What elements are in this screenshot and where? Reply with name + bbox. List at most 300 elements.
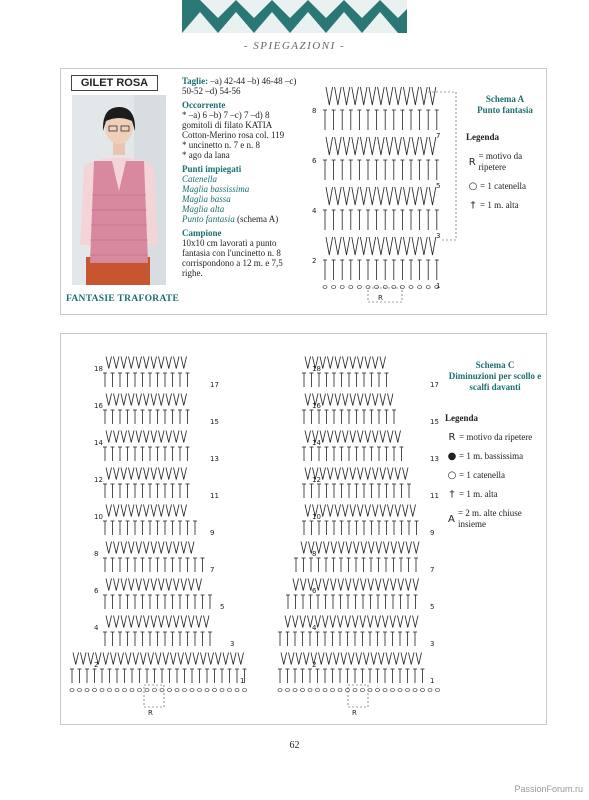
v-stitch-mark <box>421 87 428 105</box>
v-stitch-mark <box>358 431 364 443</box>
row-number: 6 <box>312 157 317 165</box>
v-stitch-mark <box>293 579 299 591</box>
v-stitch-mark <box>121 616 127 628</box>
legend-title: Legenda <box>466 132 500 142</box>
v-stitch-mark <box>148 653 154 665</box>
v-stitch-mark <box>353 616 359 628</box>
v-stitch-mark <box>159 542 165 554</box>
v-stitch-mark <box>412 137 419 155</box>
v-stitch-mark <box>326 237 333 255</box>
v-stitch-mark <box>350 431 356 443</box>
legend-row: ○ = 1 catenella <box>466 181 544 192</box>
v-stitch-mark <box>106 579 112 591</box>
v-stitch-mark <box>421 187 428 205</box>
row-number: 7 <box>436 132 441 140</box>
v-stitch-mark <box>159 468 165 480</box>
chain-mark <box>340 286 344 289</box>
v-stitch-mark <box>368 579 374 591</box>
repeat-bracket <box>348 685 368 707</box>
chain-mark <box>183 689 187 692</box>
v-stitch-mark <box>339 542 345 554</box>
row-number: 13 <box>430 455 439 463</box>
v-stitch-mark <box>335 468 341 480</box>
instructions-column <box>182 76 298 278</box>
v-stitch-mark <box>174 468 180 480</box>
v-stitch-mark <box>326 137 333 155</box>
chain-mark <box>406 689 410 692</box>
chain-mark <box>198 689 202 692</box>
v-stitch-mark <box>395 468 401 480</box>
v-stitch-mark <box>129 542 135 554</box>
chain-mark <box>235 689 239 692</box>
chain-mark <box>175 689 179 692</box>
repeat-label: R <box>148 709 153 715</box>
gauge-label: Campione <box>182 228 222 238</box>
v-stitch-mark <box>361 542 367 554</box>
v-stitch-mark <box>196 616 202 628</box>
v-stitch-mark <box>345 616 351 628</box>
v-stitch-mark <box>136 394 142 406</box>
chain-mark <box>308 689 312 692</box>
v-stitch-mark <box>151 616 157 628</box>
v-stitch-mark <box>103 653 109 665</box>
chain-mark <box>190 689 194 692</box>
v-stitch-mark <box>151 579 157 591</box>
v-stitch-mark <box>111 653 117 665</box>
v-stitch-mark <box>369 542 375 554</box>
v-stitch-mark <box>166 431 172 443</box>
v-stitch-mark <box>106 394 112 406</box>
v-stitch-mark <box>178 653 184 665</box>
v-stitch-mark <box>174 542 180 554</box>
chain-mark <box>293 689 297 692</box>
v-stitch-mark <box>114 542 120 554</box>
chain-mark <box>331 689 335 692</box>
v-stitch-mark <box>414 542 420 554</box>
v-stitch-mark <box>151 542 157 554</box>
v-stitch-mark <box>133 653 139 665</box>
v-stitch-mark <box>335 137 342 155</box>
v-stitch-mark <box>412 187 419 205</box>
v-stitch-mark <box>216 653 222 665</box>
v-stitch-mark <box>380 468 386 480</box>
v-stitch-mark <box>353 579 359 591</box>
chain-mark <box>368 689 372 692</box>
v-stitch-mark <box>305 357 311 369</box>
chain-mark <box>123 689 127 692</box>
chain-mark <box>421 689 425 692</box>
v-stitch-mark <box>136 616 142 628</box>
stitch-item: Maglia bassa <box>182 194 231 204</box>
v-stitch-mark <box>114 357 120 369</box>
v-stitch-mark <box>296 653 302 665</box>
v-stitch-mark <box>121 542 127 554</box>
v-stitch-mark <box>301 579 307 591</box>
chain-mark <box>383 689 387 692</box>
chain-mark <box>376 689 380 692</box>
row-number: 6 <box>94 587 99 595</box>
v-stitch-mark <box>174 357 180 369</box>
v-stitch-mark <box>166 542 172 554</box>
v-stitch-mark <box>144 579 150 591</box>
v-stitch-mark <box>136 579 142 591</box>
row-number: 9 <box>210 529 215 537</box>
v-stitch-mark <box>118 653 124 665</box>
v-stitch-mark <box>375 616 381 628</box>
chain-mark <box>413 689 417 692</box>
v-stitch-mark <box>343 137 350 155</box>
chain-mark <box>316 689 320 692</box>
v-stitch-mark <box>121 505 127 517</box>
v-stitch-mark <box>144 357 150 369</box>
v-stitch-mark <box>386 137 393 155</box>
legend-row: † = 1 m. alta <box>466 200 544 211</box>
row-number: 6 <box>312 587 317 595</box>
v-stitch-mark <box>343 394 349 406</box>
v-stitch-mark <box>144 616 150 628</box>
chain-mark <box>213 689 217 692</box>
v-stitch-mark <box>328 468 334 480</box>
v-stitch-mark <box>129 616 135 628</box>
chain-mark <box>70 689 74 692</box>
v-stitch-mark <box>129 394 135 406</box>
v-stitch-mark <box>293 616 299 628</box>
row-number: 18 <box>94 365 103 373</box>
row-number: 13 <box>210 455 219 463</box>
chain-mark <box>398 689 402 692</box>
v-stitch-mark <box>383 579 389 591</box>
v-stitch-mark <box>401 653 407 665</box>
v-stitch-mark <box>350 394 356 406</box>
v-stitch-mark <box>159 579 165 591</box>
v-stitch-mark <box>136 542 142 554</box>
v-stitch-mark <box>151 394 157 406</box>
row-number: 7 <box>430 566 435 574</box>
row-number: 3 <box>230 640 235 648</box>
v-stitch-mark <box>358 505 364 517</box>
v-stitch-mark <box>323 579 329 591</box>
chain-mark <box>228 689 232 692</box>
v-stitch-mark <box>174 431 180 443</box>
chain-mark <box>160 689 164 692</box>
v-stitch-mark <box>350 468 356 480</box>
v-stitch-mark <box>159 616 165 628</box>
v-stitch-mark <box>121 394 127 406</box>
v-stitch-mark <box>391 579 397 591</box>
v-stitch-mark <box>326 87 333 105</box>
legend-row: R = motivo da ripetere <box>466 151 544 173</box>
v-stitch-mark <box>106 505 112 517</box>
gauge-text: 10x10 cm lavorati a punto fantasia con l'uncinetto n. 8 corrispondono a 12 m. e 7,5 righe. <box>182 238 283 278</box>
v-stitch-mark <box>360 616 366 628</box>
row-number: 9 <box>430 529 435 537</box>
v-stitch-mark <box>305 505 311 517</box>
v-stitch-mark <box>343 187 350 205</box>
v-stitch-mark <box>386 87 393 105</box>
v-stitch-mark <box>166 579 172 591</box>
v-stitch-mark <box>343 357 349 369</box>
v-stitch-mark <box>300 616 306 628</box>
v-stitch-mark <box>166 468 172 480</box>
chain-mark <box>428 689 432 692</box>
v-stitch-mark <box>395 505 401 517</box>
row-number: 1 <box>430 677 435 685</box>
v-stitch-mark <box>399 542 405 554</box>
v-stitch-mark <box>421 237 428 255</box>
v-stitch-mark <box>88 653 94 665</box>
v-stitch-mark <box>305 394 311 406</box>
v-stitch-mark <box>403 87 410 105</box>
v-stitch-mark <box>354 542 360 554</box>
v-stitch-mark <box>358 357 364 369</box>
legend-row: † = 1 m. alta <box>445 489 545 500</box>
v-stitch-mark <box>429 87 436 105</box>
row-number: 18 <box>312 365 321 373</box>
v-stitch-mark <box>151 505 157 517</box>
v-stitch-mark <box>106 468 112 480</box>
v-stitch-mark <box>189 579 195 591</box>
v-stitch-mark <box>360 137 367 155</box>
v-stitch-mark <box>373 357 379 369</box>
v-stitch-mark <box>159 505 165 517</box>
v-stitch-mark <box>159 431 165 443</box>
v-stitch-mark <box>335 87 342 105</box>
slip-stitch-icon: ● <box>447 451 457 462</box>
v-stitch-mark <box>121 579 127 591</box>
v-stitch-mark <box>421 137 428 155</box>
schema-a-subtitle: Punto fantasia <box>477 105 533 115</box>
v-stitch-mark <box>368 616 374 628</box>
chain-mark <box>278 689 282 692</box>
project-title: GILET ROSA <box>71 75 158 91</box>
v-stitch-mark <box>338 616 344 628</box>
row-number: 5 <box>220 603 225 611</box>
v-stitch-mark <box>129 505 135 517</box>
row-number: 7 <box>210 566 215 574</box>
v-stitch-mark <box>181 468 187 480</box>
v-stitch-mark <box>343 431 349 443</box>
v-stitch-mark <box>352 87 359 105</box>
v-stitch-mark <box>376 542 382 554</box>
row-number: 14 <box>312 439 321 447</box>
row-number: 12 <box>312 476 321 484</box>
v-stitch-mark <box>174 616 180 628</box>
v-stitch-mark <box>189 542 195 554</box>
v-stitch-mark <box>324 542 330 554</box>
v-stitch-mark <box>378 87 385 105</box>
v-stitch-mark <box>121 468 127 480</box>
v-stitch-mark <box>144 505 150 517</box>
v-stitch-mark <box>156 653 162 665</box>
legend-row: ○ = 1 catenella <box>445 470 545 481</box>
v-stitch-mark <box>356 653 362 665</box>
v-stitch-mark <box>304 653 310 665</box>
v-stitch-mark <box>174 579 180 591</box>
chain-mark <box>138 689 142 692</box>
v-stitch-mark <box>136 505 142 517</box>
v-stitch-mark <box>285 616 291 628</box>
row-number: 17 <box>210 381 219 389</box>
row-number: 16 <box>94 402 103 410</box>
v-stitch-mark <box>181 616 187 628</box>
v-stitch-mark <box>376 579 382 591</box>
chain-mark <box>100 689 104 692</box>
v-stitch-mark <box>331 579 337 591</box>
v-stitch-mark <box>383 616 389 628</box>
row-number: 2 <box>312 661 317 669</box>
chain-mark <box>286 689 290 692</box>
v-stitch-mark <box>106 542 112 554</box>
v-stitch-mark <box>181 579 187 591</box>
v-stitch-mark <box>144 431 150 443</box>
v-stitch-mark <box>343 505 349 517</box>
v-stitch-mark <box>379 653 385 665</box>
v-stitch-mark <box>350 505 356 517</box>
v-stitch-mark <box>369 187 376 205</box>
stitch-item: Maglia alta <box>182 204 225 214</box>
row-number: 5 <box>436 182 441 190</box>
row-number: 1 <box>436 282 441 290</box>
v-stitch-mark <box>413 616 419 628</box>
v-stitch-mark <box>412 237 419 255</box>
v-stitch-mark <box>204 616 210 628</box>
v-stitch-mark <box>388 468 394 480</box>
v-stitch-mark <box>144 394 150 406</box>
v-stitch-mark <box>181 505 187 517</box>
v-stitch-mark <box>343 87 350 105</box>
v-stitch-mark <box>358 394 364 406</box>
v-stitch-mark <box>316 542 322 554</box>
chain-mark <box>338 689 342 692</box>
v-stitch-mark <box>114 505 120 517</box>
legend-row: R = motivo da ripetere <box>445 432 545 443</box>
v-stitch-mark <box>151 431 157 443</box>
v-stitch-mark <box>81 653 87 665</box>
v-stitch-mark <box>106 431 112 443</box>
model-photo <box>72 95 166 285</box>
v-stitch-mark <box>231 653 237 665</box>
v-stitch-mark <box>388 431 394 443</box>
v-stitch-mark <box>369 237 376 255</box>
v-stitch-mark <box>136 357 142 369</box>
row-number: 1 <box>240 677 245 685</box>
v-stitch-mark <box>144 468 150 480</box>
v-stitch-mark <box>403 137 410 155</box>
v-stitch-mark <box>365 431 371 443</box>
v-stitch-mark <box>394 653 400 665</box>
v-stitch-mark <box>384 542 390 554</box>
v-stitch-mark <box>380 357 386 369</box>
v-stitch-mark <box>121 357 127 369</box>
v-stitch-mark <box>378 137 385 155</box>
double-crochet-icon: † <box>449 489 455 500</box>
v-stitch-mark <box>159 394 165 406</box>
v-stitch-mark <box>171 653 177 665</box>
v-stitch-mark <box>129 579 135 591</box>
chain-icon: ○ <box>468 181 478 192</box>
v-stitch-mark <box>166 505 172 517</box>
row-number: 4 <box>94 624 99 632</box>
legend-row: A = 2 m. alte chiuse insieme <box>445 508 545 530</box>
v-stitch-mark <box>335 237 342 255</box>
chain-icon: ○ <box>447 470 457 481</box>
chain-mark <box>357 286 361 289</box>
section-title: - SPIEGAZIONI - <box>243 40 346 52</box>
v-stitch-mark <box>114 394 120 406</box>
stitch-item: Punto fantasia <box>182 214 235 224</box>
v-stitch-mark <box>319 653 325 665</box>
v-stitch-mark <box>196 579 202 591</box>
v-stitch-mark <box>369 87 376 105</box>
v-stitch-mark <box>429 187 436 205</box>
v-stitch-mark <box>114 579 120 591</box>
watermark: PassionForum.ru <box>514 784 583 794</box>
row-number: 15 <box>210 418 219 426</box>
v-stitch-mark <box>409 653 415 665</box>
v-stitch-mark <box>395 187 402 205</box>
row-number: 15 <box>430 418 439 426</box>
row-number: 5 <box>430 603 435 611</box>
v-stitch-mark <box>166 616 172 628</box>
v-stitch-mark <box>388 394 394 406</box>
chain-mark <box>353 689 357 692</box>
v-stitch-mark <box>326 187 333 205</box>
chain-mark <box>301 689 305 692</box>
chain-mark <box>349 286 353 289</box>
v-stitch-mark <box>144 542 150 554</box>
v-stitch-mark <box>328 431 334 443</box>
v-stitch-mark <box>410 505 416 517</box>
v-stitch-mark <box>380 394 386 406</box>
v-stitch-mark <box>352 137 359 155</box>
v-stitch-mark <box>403 187 410 205</box>
v-stitch-mark <box>352 187 359 205</box>
v-stitch-mark <box>136 468 142 480</box>
chain-mark <box>361 689 365 692</box>
row-number: 8 <box>312 550 317 558</box>
v-stitch-mark <box>238 653 244 665</box>
v-stitch-mark <box>136 431 142 443</box>
schema-a-title: Schema A <box>485 94 525 104</box>
chain-mark <box>323 286 327 289</box>
schema-c-left-chart <box>60 345 260 715</box>
v-stitch-mark <box>114 616 120 628</box>
v-stitch-mark <box>181 357 187 369</box>
v-stitch-mark <box>181 542 187 554</box>
sizes-text: –a) 42-44 –b) 46-48 –c) 50-52 –d) 54-56 <box>182 76 297 96</box>
chain-mark <box>145 689 149 692</box>
chain-mark <box>243 689 247 692</box>
row-number: 11 <box>430 492 439 500</box>
v-stitch-mark <box>365 357 371 369</box>
v-stitch-mark <box>106 616 112 628</box>
v-stitch-mark <box>341 653 347 665</box>
v-stitch-mark <box>106 357 112 369</box>
v-stitch-mark <box>335 394 341 406</box>
material-item: * ago da lana <box>182 150 230 160</box>
v-stitch-mark <box>378 237 385 255</box>
v-stitch-mark <box>365 505 371 517</box>
repeat-icon: R <box>468 156 476 168</box>
chain-mark <box>85 689 89 692</box>
v-stitch-mark <box>338 579 344 591</box>
v-stitch-mark <box>386 653 392 665</box>
v-stitch-mark <box>151 468 157 480</box>
legend-title: Legenda <box>445 413 479 423</box>
v-stitch-mark <box>335 357 341 369</box>
chain-mark <box>220 689 224 692</box>
v-stitch-mark <box>373 431 379 443</box>
